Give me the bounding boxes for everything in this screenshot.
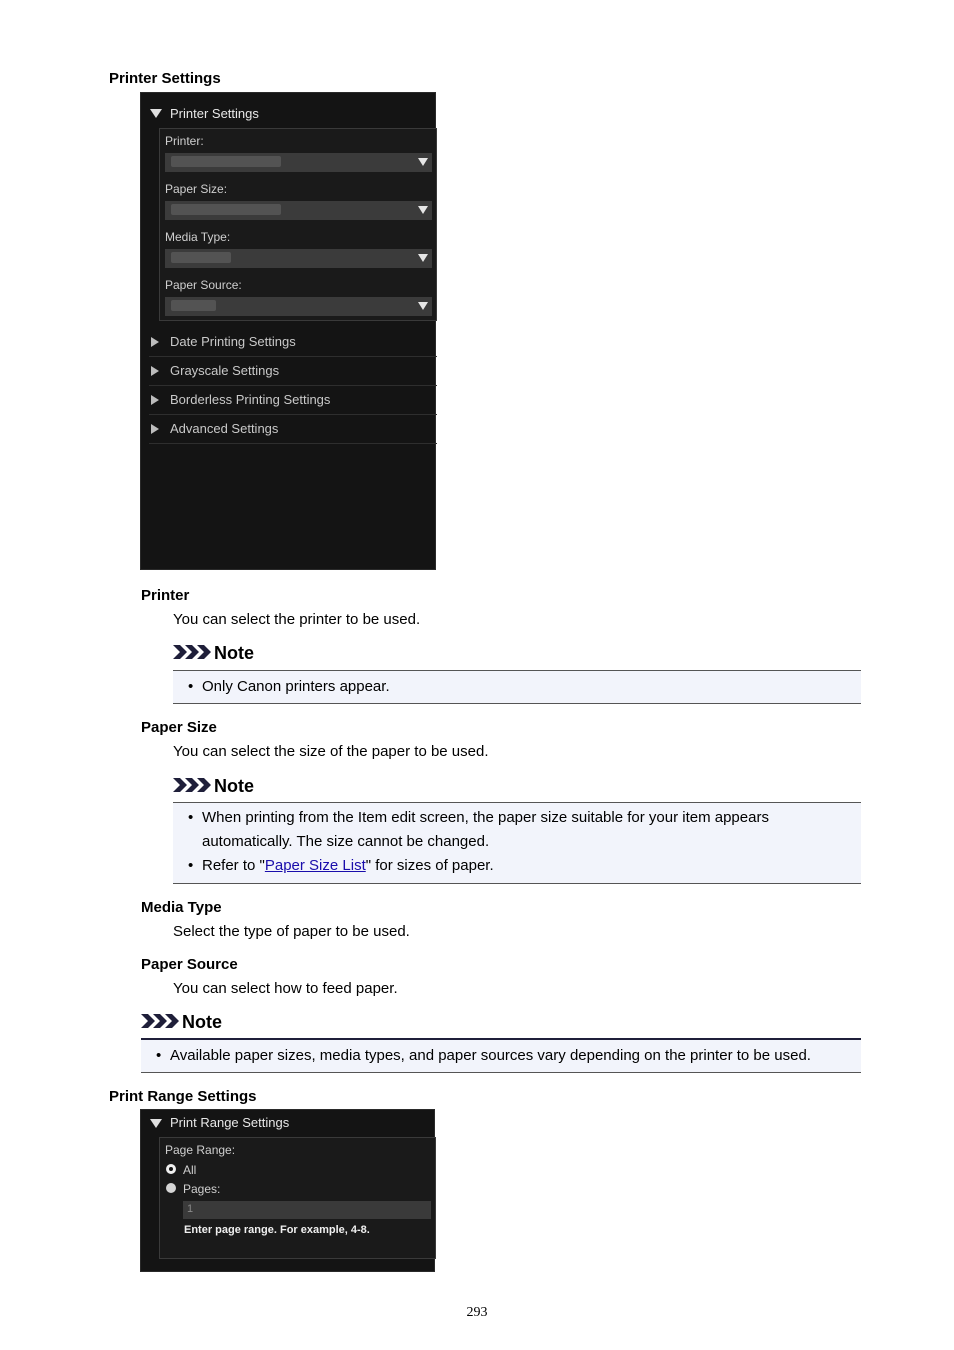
panel-title[interactable]: Print Range Settings — [170, 1115, 290, 1130]
radio-unselected-icon — [166, 1183, 176, 1193]
note-box — [173, 670, 861, 704]
chevron-down-icon — [418, 158, 428, 166]
section-heading-printer-settings: Printer Settings — [109, 70, 221, 87]
term-printer: Printer — [141, 587, 190, 604]
note-title: Note — [214, 643, 254, 663]
dropdown-value — [171, 300, 216, 311]
desc-media-type: Select the type of paper to be used. — [173, 923, 410, 940]
triple-chevron-icon — [173, 777, 214, 798]
note-item-text: Available paper sizes, media types, and paper sources vary depending on the printer to be used. — [170, 1047, 811, 1064]
section-borderless[interactable] — [149, 386, 437, 415]
section-advanced[interactable] — [149, 415, 437, 444]
section-label: Borderless Printing Settings — [170, 392, 331, 407]
note-item-text: Refer to " — [202, 857, 265, 874]
printer-label: Printer: — [165, 134, 204, 148]
note-box — [141, 1038, 861, 1073]
note-header — [173, 776, 254, 798]
section-label: Advanced Settings — [170, 421, 279, 436]
radio-selected-icon — [166, 1164, 176, 1174]
term-paper-size: Paper Size — [141, 719, 217, 736]
paper-size-list-link[interactable]: Paper Size List — [264, 857, 366, 874]
note-item-text: " for sizes of paper. — [365, 857, 494, 874]
printer-fields-box — [159, 128, 437, 321]
triple-chevron-icon — [141, 1013, 182, 1034]
paper-size-label: Paper Size: — [165, 182, 228, 196]
radio-all[interactable] — [166, 1163, 246, 1177]
media-type-label: Media Type: — [165, 230, 231, 244]
dropdown-value — [171, 156, 281, 167]
panel-title[interactable]: Printer Settings — [170, 106, 259, 121]
triple-chevron-icon — [173, 644, 214, 665]
note-item-text: Only Canon printers appear. — [202, 678, 390, 695]
note-title: Note — [182, 1012, 222, 1032]
note-item: • When printing from the Item edit screen, the paper size suitable for your item appears automatically. The size cannot be changed. — [188, 809, 769, 850]
expand-triangle-icon[interactable] — [150, 1119, 162, 1128]
section-date-printing[interactable] — [149, 328, 437, 357]
chevron-down-icon — [418, 254, 428, 262]
dropdown-value — [171, 252, 231, 263]
note-header — [141, 1012, 222, 1034]
desc-printer: You can select the printer to be used. — [173, 611, 421, 628]
page-number: 293 — [466, 1305, 488, 1320]
section-label: Date Printing Settings — [170, 334, 296, 349]
page-range-label: Page Range: — [165, 1143, 236, 1157]
radio-all-label: All — [183, 1163, 197, 1177]
pages-input-value: 1 — [187, 1203, 194, 1215]
section-heading-print-range: Print Range Settings — [109, 1088, 257, 1105]
triangle-right-icon — [151, 366, 159, 376]
note-header — [173, 643, 254, 665]
dropdown-value — [171, 204, 281, 215]
note-item: • Only Canon printers appear. — [188, 678, 390, 695]
term-paper-source: Paper Source — [141, 956, 238, 973]
print-range-panel — [140, 1109, 435, 1272]
page-range-box — [159, 1137, 436, 1259]
page-range-hint: Enter page range. For example, 4-8. — [184, 1224, 370, 1236]
note-item-text: When printing from the Item edit screen, the paper size suitable for your item appears automatically. The size cannot be changed. — [202, 809, 769, 850]
paper-source-dropdown[interactable] — [165, 297, 432, 316]
triangle-right-icon — [151, 337, 159, 347]
paper-source-label: Paper Source: — [165, 278, 242, 292]
term-media-type: Media Type — [141, 899, 222, 916]
paper-size-dropdown[interactable] — [165, 201, 432, 220]
triangle-right-icon — [151, 424, 159, 434]
expand-triangle-icon[interactable] — [150, 109, 162, 118]
triangle-right-icon — [151, 395, 159, 405]
chevron-down-icon — [418, 302, 428, 310]
note-item: • Refer to "Paper Size List" for sizes of paper. — [188, 857, 494, 874]
media-type-dropdown[interactable] — [165, 249, 432, 268]
section-grayscale[interactable] — [149, 357, 437, 386]
chevron-down-icon — [418, 206, 428, 214]
section-label: Grayscale Settings — [170, 363, 280, 378]
printer-settings-panel — [140, 92, 436, 570]
desc-paper-source: You can select how to feed paper. — [173, 980, 398, 997]
note-title: Note — [214, 776, 254, 796]
pages-input[interactable] — [183, 1201, 431, 1219]
radio-pages[interactable] — [166, 1182, 246, 1196]
note-box — [173, 802, 861, 884]
note-item: • Available paper sizes, media types, and paper sources vary depending on the printer to be used. — [156, 1047, 811, 1064]
printer-dropdown[interactable] — [165, 153, 432, 172]
radio-pages-label: Pages: — [183, 1182, 221, 1196]
desc-paper-size: You can select the size of the paper to be used. — [173, 743, 489, 760]
